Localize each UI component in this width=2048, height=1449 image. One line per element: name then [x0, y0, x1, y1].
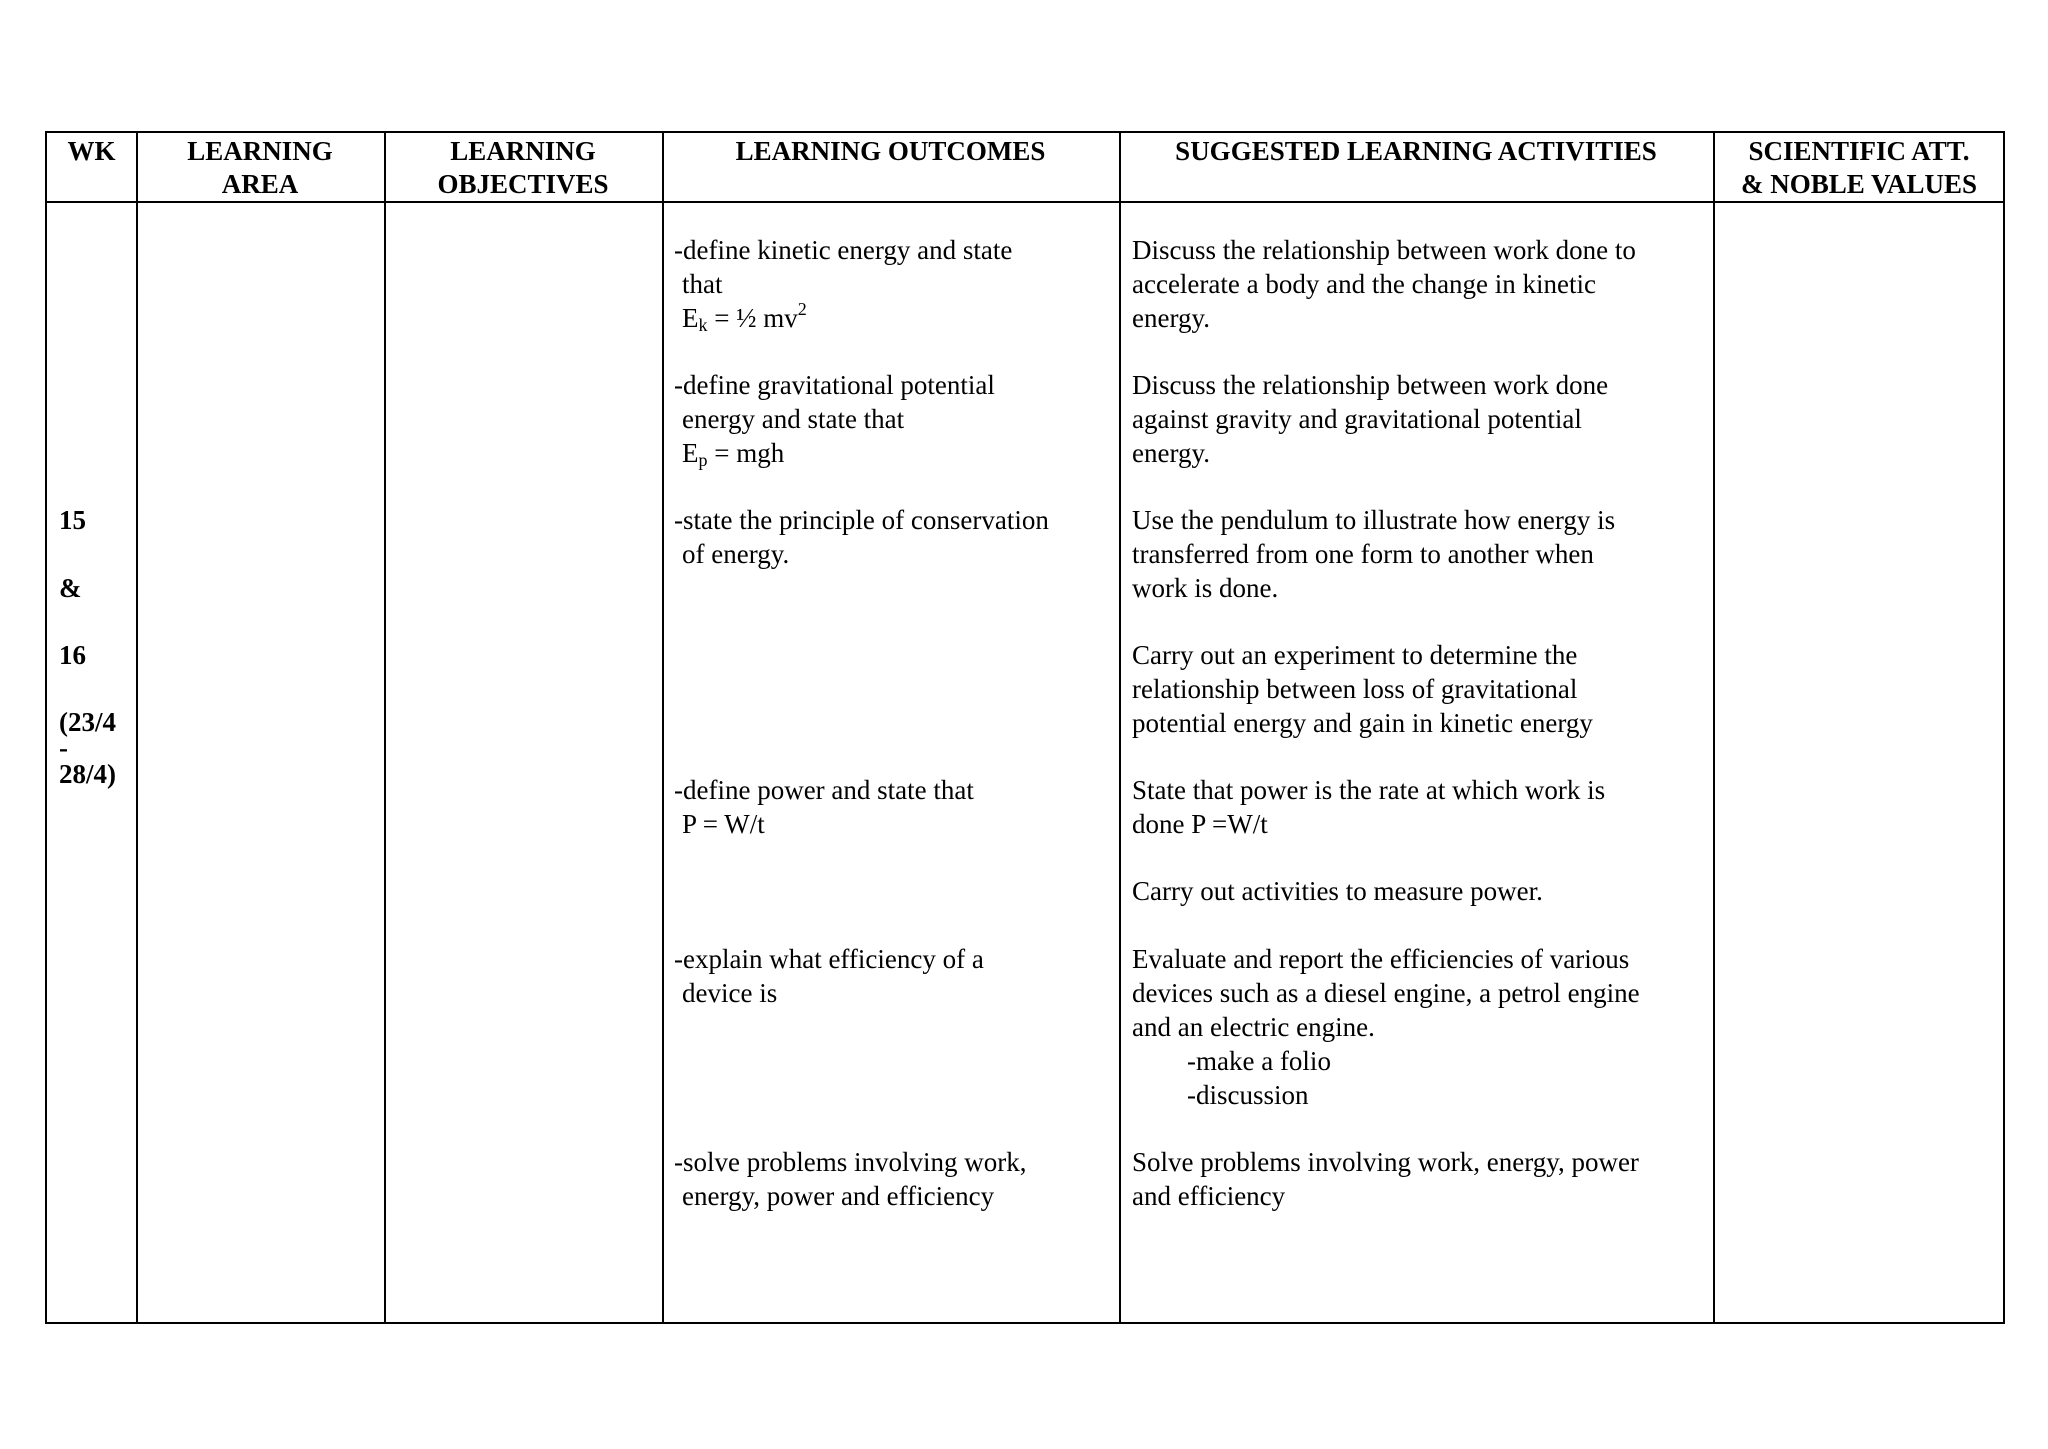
header-learning-outcomes: LEARNING OUTCOMES [735, 136, 1046, 166]
outcome-conservation: -state the principle of conservation of energy. [674, 505, 1049, 569]
column-divider [136, 133, 138, 1322]
scheme-of-work-table [45, 131, 2005, 1324]
outcome-kinetic-energy: -define kinetic energy and state that $E_k$ = ½ $mv^2$ [674, 235, 1013, 335]
potential-energy-formula: $E_p$ = mgh [682, 438, 785, 470]
column-divider [384, 133, 386, 1322]
outcome-potential-energy: -define gravitational potential energy and state that $E_p$ = mgh [674, 370, 995, 470]
week-number: 15 [59, 505, 86, 535]
header-learning-area: LEARNING AREA [187, 136, 333, 199]
activity-potential-energy: Discuss the relationship between work done against gravity and gravitational potential energy. [1132, 370, 1609, 468]
activity-efficiencies: Evaluate and report the efficiencies of various devices such as a diesel engine, a petrol engine and an electric engine. -make a folio -discussion [1132, 944, 1640, 1110]
outcome-problems: -solve problems involving work, energy, power and efficiency [674, 1147, 1027, 1211]
header-divider [47, 201, 2003, 203]
column-divider [1119, 133, 1121, 1322]
outcome-power: -define power and state that P = W/t [674, 775, 974, 839]
activity-kinetic-energy: Discuss the relationship between work done to accelerate a body and the change in kinetic energy. [1132, 235, 1636, 333]
activity-measure-power: Carry out activities to measure power. [1132, 876, 1543, 906]
activity-solve-problems: Solve problems involving work, energy, power and efficiency [1132, 1147, 1639, 1211]
header-suggested-activities: SUGGESTED LEARNING ACTIVITIES [1175, 136, 1657, 166]
header-scientific-attitudes: SCIENTIFIC ATT. & NOBLE VALUES [1740, 136, 1978, 199]
header-learning-objectives: LEARNING OBJECTIVES [437, 136, 609, 199]
activity-power-rate: State that power is the rate at which work is done P =W/t [1132, 775, 1606, 839]
outcome-efficiency: -explain what efficiency of a device is [674, 944, 984, 1008]
kinetic-energy-formula: $E_k$ = ½ $mv^2$ [682, 299, 807, 335]
column-divider [1713, 133, 1715, 1322]
week-date-range: (23/4 - 28/4) [59, 707, 116, 789]
column-divider [662, 133, 664, 1322]
activity-experiment: Carry out an experiment to determine the relationship between loss of gravitational potential energy and gain in kinetic energy [1132, 640, 1593, 738]
header-wk: WK [67, 136, 116, 166]
activity-pendulum: Use the pendulum to illustrate how energy is transferred from one form to another when work is done. [1132, 505, 1616, 603]
week-number: 16 [59, 640, 86, 670]
week-ampersand: & [59, 573, 82, 603]
